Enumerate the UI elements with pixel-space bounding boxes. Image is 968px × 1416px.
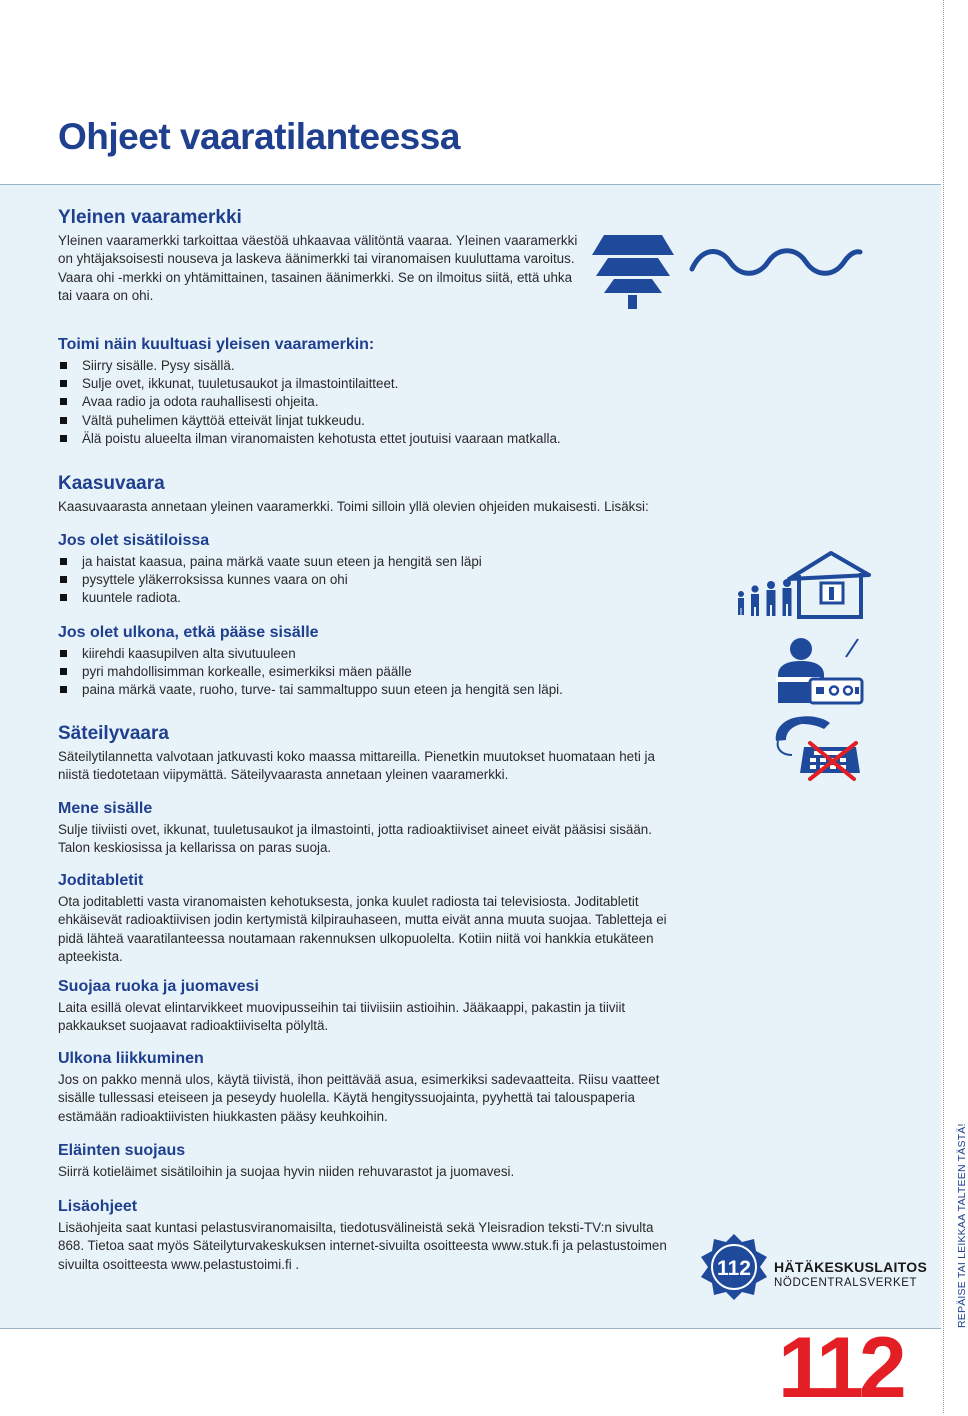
logo-emblem-icon (700, 1233, 768, 1301)
heading-jodi: Joditabletit (58, 872, 144, 889)
section-sisatilat (58, 531, 680, 608)
text-kaasu: Kaasuvaarasta annetaan yleinen vaaramerkki. Toimi silloin yllä olevien ohjeiden mukaisesti. Lisäksi: (58, 499, 649, 514)
list-item: kuuntele radiota. (58, 589, 680, 607)
heading-yleinen: Yleinen vaaramerkki (58, 207, 242, 228)
section-elaimet (58, 1141, 680, 1181)
text-lisa: Lisäohjeita saat kuntasi pelastusviranomaisilta, tiedotusvälineistä sekä Yleisradion teksti-TV:n sivulta 868. Tietoa saat myös Säteilyturvakeskuksen internet-sivuilta osoitteesta www.stuk.fi ja pelastustoimen sivuilta osoitteesta www.pelastustoimi.fi . (58, 1220, 667, 1272)
family-house-icon (733, 549, 871, 621)
page-title: Ohjeet vaaratilanteessa (58, 116, 460, 157)
phone-crossed-icon (770, 713, 864, 781)
list-item: Älä poistu alueelta ilman viranomaisten kehotusta ettet joutuisi vaaraan matkalla. (58, 430, 680, 448)
logo-name-sv: NÖDCENTRALSVERKET (774, 1277, 918, 1289)
wave-signal-icon (690, 243, 862, 281)
section-ulkona (58, 1049, 680, 1126)
siren-icon (590, 235, 676, 311)
section-sateily (58, 723, 680, 785)
heading-ulkona-kaasu: Jos olet ulkona, etkä pääse sisälle (58, 624, 319, 641)
text-yleinen: Yleinen vaaramerkki tarkoittaa väestöä uhkaavaa välitöntä vaaraa. Yleinen vaaramerkki on yhtäjaksoisesti nouseva ja laskeva äänimerkki tai viranomaisen kuuluttama varoitus. Vaara ohi -merkki on yhtämittainen, tasainen äänimerkki. Se on ilmoitus siitä, että uhka tai vaara on ohi. (58, 233, 578, 303)
heading-ruoka: Suojaa ruoka ja juomavesi (58, 978, 259, 995)
list-item: Avaa radio ja odota rauhallisesti ohjeita. (58, 393, 680, 411)
section-lisa (58, 1197, 680, 1274)
heading-elaimet: Eläinten suojaus (58, 1142, 186, 1159)
heading-sateily: Säteilyvaara (58, 723, 169, 744)
heading-ulkona: Ulkona liikkuminen (58, 1050, 204, 1067)
list-toimi (58, 357, 680, 448)
list-ulkona-kaasu (58, 645, 680, 700)
logo-name-fi: HÄTÄKESKUSLAITOS (774, 1259, 928, 1275)
cut-instruction: REPÄISE TAI LEIKKAA TALTEEN TÄSTÄ! (956, 1123, 968, 1328)
list-item: kiirehdi kaasupilven alta sivutuuleen (58, 645, 680, 663)
list-item: Sulje ovet, ikkunat, tuuletusaukot ja ilmastointilaitteet. (58, 375, 680, 393)
text-ulkona: Jos on pakko mennä ulos, käytä tiivistä, ihon peittävää asua, esimerkiksi sadevaatteita. Riisu vaatteet sisälle tullessasi eteiseen ja peseydy huolella. Käytä hengityssuojainta, pyyhettä tai talouspaperia estämään radioaktiivisten hiukkasten pääsy keuhkoihin. (58, 1072, 660, 1124)
list-item: pyri mahdollisimman korkealle, esimerkiksi mäen päälle (58, 663, 680, 681)
text-sateily: Säteilytilannetta valvotaan jatkuvasti koko maassa mittareilla. Pienetkin muutokset huomataan heti ja niistä tiedotetaan viipymättä. Säteilyvaarasta annetaan yleinen vaaramerkki. (58, 749, 655, 783)
list-item: paina märkä vaate, ruoho, turve- tai sammaltuppo suun eteen ja hengitä sen läpi. (58, 681, 680, 699)
logo-emblem-number: 112 (717, 1257, 751, 1280)
section-kaasu (58, 473, 680, 516)
emergency-number: 112 (778, 1320, 902, 1416)
list-item: Siirry sisälle. Pysy sisällä. (58, 357, 680, 375)
section-mene (58, 799, 680, 858)
text-elaimet: Siirrä kotieläimet sisätiloihin ja suojaa hyvin niiden rehuvarastot ja juomavesi. (58, 1164, 515, 1179)
heading-mene: Mene sisälle (58, 800, 153, 817)
section-ruoka (58, 977, 680, 1036)
text-jodi: Ota joditabletti vasta viranomaisten kehotuksesta, jonka kuulet radiosta tai televisiosta. Joditabletit ehkäisevät radioaktiivisen jodin kertymistä kilpirauhaseen, mutta eivät anna muuta suojaa. Tabletteja ei pidä lähteä vaaratilanteessa noutamaan rakennuksen ulkopuolelta. Kotiin niitä voi hankkia etukäteen apteekista. (58, 894, 667, 964)
heading-kaasu: Kaasuvaara (58, 473, 165, 494)
section-ulkona-kaasu (58, 623, 680, 700)
radio-listener-icon (774, 637, 866, 705)
content-panel (0, 184, 941, 1416)
text-ruoka: Laita esillä olevat elintarvikkeet muovipusseihin tai tiiviisiin astioihin. Jääkaappi, pakastin ja tiiviit pakkaukset suojaavat radioaktiiviselta pölyltä. (58, 1000, 626, 1034)
list-item: ja haistat kaasua, paina märkä vaate suun eteen ja hengitä sen läpi (58, 553, 680, 571)
list-sisatilat (58, 553, 680, 608)
section-jodi (58, 871, 680, 966)
heading-lisa: Lisäohjeet (58, 1198, 138, 1215)
cut-line (943, 0, 944, 1413)
text-mene: Sulje tiiviisti ovet, ikkunat, tuuletusaukot ja ilmastointi, jotta radioaktiiviset aineet eivät pääsisi sisään. Talon keskiosissa ja kellarissa on paras suoja. (58, 822, 652, 856)
list-item: pysyttele yläkerroksissa kunnes vaara on ohi (58, 571, 680, 589)
list-item: Vältä puhelimen käyttöä etteivät linjat tukkeudu. (58, 412, 680, 430)
heading-sisatilat: Jos olet sisätiloissa (58, 532, 210, 549)
section-toimi (58, 335, 680, 448)
heading-toimi: Toimi näin kuultuasi yleisen vaaramerkin: (58, 336, 375, 353)
section-yleinen (58, 207, 680, 305)
